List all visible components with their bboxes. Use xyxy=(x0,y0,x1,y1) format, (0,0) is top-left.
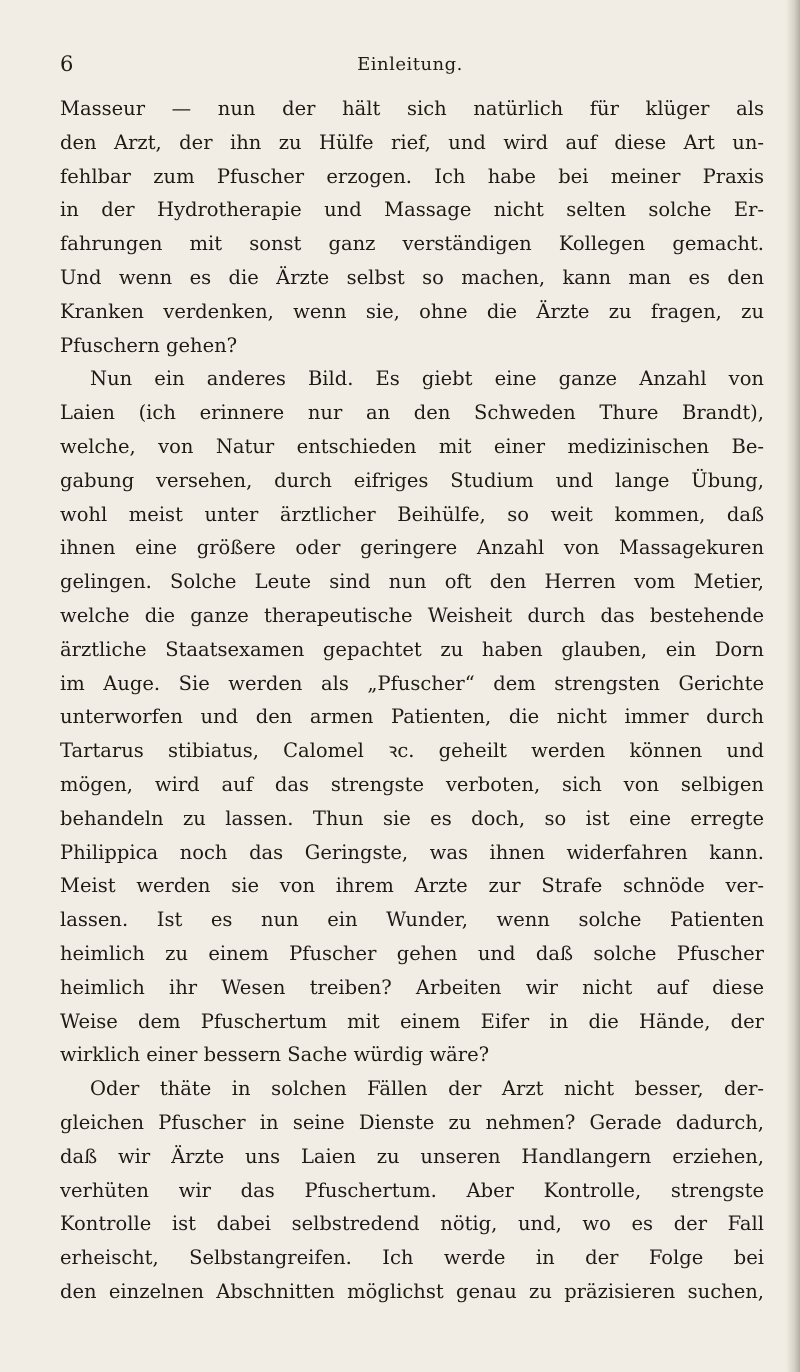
text-line: daß wir Ärzte uns Laien zu unseren Handlangern erziehen, xyxy=(60,1144,764,1168)
text-line: Meist werden sie von ihrem Arzte zur Strafe schnöde ver- xyxy=(60,874,764,898)
text-line: welche die ganze therapeutische Weisheit durch das bestehende xyxy=(60,603,764,627)
text-line: Philippica noch das Geringste, was ihnen widerfahren kann. xyxy=(60,840,764,864)
text-line: heimlich ihr Wesen treiben? Arbeiten wir nicht auf diese xyxy=(60,975,764,999)
text-line: fahrungen mit sonst ganz verständigen Kollegen gemacht. xyxy=(60,232,764,256)
paragraph-2 xyxy=(60,362,764,1072)
body-text xyxy=(60,92,764,1309)
text-line: gleichen Pfuscher in seine Dienste zu nehmen? Gerade dadurch, xyxy=(60,1110,764,1134)
text-line: Oder thäte in solchen Fällen der Arzt nicht besser, der- xyxy=(90,1077,764,1101)
text-line: Kontrolle ist dabei selbstredend nötig, und, wo es der Fall xyxy=(60,1212,764,1236)
text-line: lassen. Ist es nun ein Wunder, wenn solche Patienten xyxy=(60,908,764,932)
text-line: fehlbar zum Pfuscher erzogen. Ich habe bei meiner Praxis xyxy=(60,164,764,188)
text-line: in der Hydrotherapie und Massage nicht selten solche Er- xyxy=(60,198,764,222)
text-line: erheischt, Selbstangreifen. Ich werde in der Folge bei xyxy=(60,1246,764,1270)
running-head: Einleitung. xyxy=(357,54,463,75)
text-line: behandeln zu lassen. Thun sie es doch, so ist eine erregte xyxy=(60,806,764,830)
text-line: welche, von Natur entschieden mit einer medizinischen Be- xyxy=(60,434,764,458)
page-header xyxy=(60,52,760,82)
text-line: im Auge. Sie werden als „Pfuscher“ dem strengsten Gerichte xyxy=(60,671,764,695)
text-line: unterworfen und den armen Patienten, die nicht immer durch xyxy=(60,705,764,729)
text-line: wirklich einer bessern Sache würdig wäre? xyxy=(60,1043,490,1067)
text-line: Pfuschern gehen? xyxy=(60,333,238,357)
text-line: wohl meist unter ärztlicher Beihülfe, so weit kommen, daß xyxy=(60,502,764,526)
text-line: den einzelnen Abschnitten möglichst genau zu präzisieren suchen, xyxy=(60,1279,764,1303)
text-line: gabung versehen, durch eifriges Studium und lange Übung, xyxy=(60,468,764,492)
text-line: heimlich zu einem Pfuscher gehen und daß solche Pfuscher xyxy=(60,941,764,965)
text-line: mögen, wird auf das strengste verboten, sich von selbigen xyxy=(60,772,764,796)
text-line: Und wenn es die Ärzte selbst so machen, kann man es den xyxy=(60,265,764,289)
text-line: verhüten wir das Pfuschertum. Aber Kontrolle, strengste xyxy=(60,1178,764,1202)
text-line: Nun ein anderes Bild. Es giebt eine ganze Anzahl von xyxy=(90,367,764,391)
paragraph-1 xyxy=(60,92,764,362)
text-line: gelingen. Solche Leute sind nun oft den Herren vom Metier, xyxy=(60,570,764,594)
paragraph-3 xyxy=(60,1072,764,1309)
text-line: ihnen eine größere oder geringere Anzahl von Massagekuren xyxy=(60,536,764,560)
page-edge-shadow xyxy=(786,0,800,1372)
text-line: Masseur — nun der hält sich natürlich für klüger als xyxy=(60,97,764,120)
text-line: ärztliche Staatsexamen gepachtet zu haben glauben, ein Dorn xyxy=(60,637,764,661)
page-number: 6 xyxy=(60,52,74,76)
text-line: Tartarus stibiatus, Calomel ꝛc. geheilt werden können und xyxy=(60,739,764,763)
text-line: Kranken verdenken, wenn sie, ohne die Ärzte zu fragen, zu xyxy=(60,299,764,323)
text-line: Laien (ich erinnere nur an den Schweden Thure Brandt), xyxy=(60,401,764,425)
text-line: den Arzt, der ihn zu Hülfe rief, und wird auf diese Art un- xyxy=(60,130,764,154)
text-line: Weise dem Pfuschertum mit einem Eifer in die Hände, der xyxy=(60,1009,764,1033)
